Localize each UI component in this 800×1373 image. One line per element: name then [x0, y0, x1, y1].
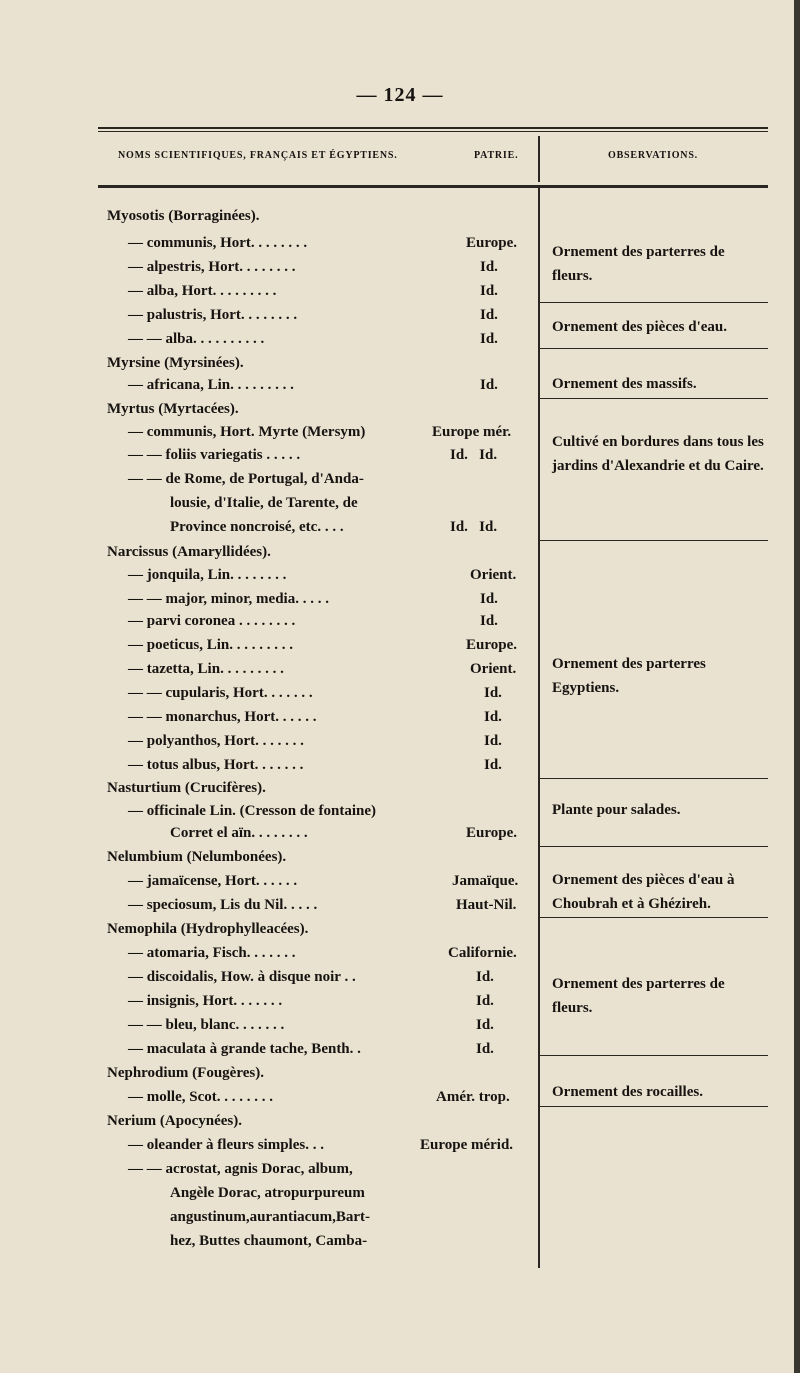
top-rule — [98, 127, 768, 129]
top-rule-thin — [98, 131, 768, 132]
entry-continuation: lousie, d'Italie, de Tarente, de — [170, 495, 358, 511]
entry-species: — tazetta, Lin. . . . . . . . . — [128, 661, 284, 677]
entry-continuation: angustinum,aurantiacum,Bart- — [170, 1209, 371, 1225]
observation-separator — [540, 917, 768, 918]
entry-species: — totus albus, Hort. . . . . . . — [128, 757, 304, 773]
entry-genus: Narcissus (Amaryllidées). — [107, 544, 271, 560]
entry-patrie: Id. — [476, 1041, 494, 1057]
entry-genus: Nasturtium (Crucifères). — [107, 780, 266, 796]
observation: Ornement des pièces d'eau à Choubrah et à Ghézireh. — [552, 872, 735, 912]
entry-patrie: Haut-Nil. — [456, 897, 517, 913]
observation-separator — [540, 398, 768, 399]
entry-patrie: Jamaïque. — [452, 873, 519, 889]
entry-species: — atomaria, Fisch. . . . . . . — [128, 945, 296, 961]
entry-species: — officinale Lin. (Cresson de fontaine) — [128, 803, 377, 819]
entry-patrie: Id. — [480, 283, 498, 299]
entry-patrie: Id. Id. — [450, 447, 498, 463]
entry-patrie: Id. — [480, 307, 498, 323]
entry-species: — parvi coronea . . . . . . . . — [128, 613, 296, 629]
observation: Ornement des parterres de fleurs. — [552, 244, 725, 284]
observation-separator — [540, 1055, 768, 1056]
entry-species: — — alba. . . . . . . . . . — [128, 331, 265, 347]
observation: Plante pour salades. — [552, 802, 681, 818]
entry-patrie: Europe. — [466, 235, 517, 251]
entry-patrie: Id. — [484, 709, 502, 725]
observation-separator — [540, 1106, 768, 1107]
entry-patrie: Id. — [480, 331, 498, 347]
observation: Ornement des massifs. — [552, 376, 697, 392]
header-names: NOMS SCIENTIFIQUES, FRANÇAIS ET ÉGYPTIENS. — [118, 150, 398, 161]
entry-patrie: Id. — [480, 613, 498, 629]
entry-species: — discoidalis, How. à disque noir . . — [128, 969, 356, 985]
page-number: — 124 — — [356, 84, 444, 106]
observation-separator — [540, 348, 768, 349]
page-edge — [794, 0, 800, 1373]
entry-patrie: Id. — [476, 993, 494, 1009]
observation-separator — [540, 778, 768, 779]
entry-genus: Myosotis (Borraginées). — [107, 208, 260, 224]
header-divider — [538, 136, 540, 182]
entry-continuation: Province noncroisé, etc. . . . — [170, 519, 344, 535]
entry-species: — — acrostat, agnis Dorac, album, — [128, 1161, 353, 1177]
observation-separator — [540, 846, 768, 847]
entry-patrie: Europe mérid. — [420, 1137, 514, 1153]
entry-species: — — major, minor, media. . . . . — [128, 591, 329, 607]
entry-continuation: Angèle Dorac, atropurpureum — [170, 1185, 365, 1201]
entry-species: — alpestris, Hort. . . . . . . . — [128, 259, 296, 275]
entry-species: — — de Rome, de Portugal, d'Anda- — [128, 471, 364, 487]
entry-patrie: Europe mér. — [432, 424, 512, 440]
entry-species: — — bleu, blanc. . . . . . . — [128, 1017, 285, 1033]
entry-species: — insignis, Hort. . . . . . . — [128, 993, 283, 1009]
entry-species: — molle, Scot. . . . . . . . — [128, 1089, 273, 1105]
entry-patrie: Id. — [480, 591, 498, 607]
entry-species: — poeticus, Lin. . . . . . . . . — [128, 637, 294, 653]
observation: Ornement des pièces d'eau. — [552, 319, 727, 335]
entry-species: — oleander à fleurs simples. . . — [128, 1137, 324, 1153]
entry-species: — alba, Hort. . . . . . . . . — [128, 283, 277, 299]
table-header — [98, 150, 768, 170]
entry-patrie: Id. — [476, 1017, 494, 1033]
entry-species: — polyanthos, Hort. . . . . . . — [128, 733, 304, 749]
entry-patrie: Orient. — [470, 661, 517, 677]
entry-genus: Myrsine (Myrsinées). — [107, 355, 244, 371]
entry-patrie: Europe. — [466, 637, 517, 653]
entry-patrie: Id. — [476, 969, 494, 985]
entry-species: — — foliis variegatis . . . . . — [128, 447, 301, 463]
entry-patrie: Id. — [480, 259, 498, 275]
entry-genus: Nelumbium (Nelumbonées). — [107, 849, 287, 865]
observation-separator — [540, 302, 768, 303]
entry-patrie: Amér. trop. — [436, 1089, 510, 1105]
entry-patrie: Id. — [480, 377, 498, 393]
observation-separator — [540, 540, 768, 541]
entry-patrie: Id. Id. — [450, 519, 498, 535]
entry-patrie: Id. — [484, 685, 502, 701]
entry-genus: Myrtus (Myrtacées). — [107, 401, 239, 417]
entry-genus: Nephrodium (Fougères). — [107, 1065, 264, 1081]
entry-patrie: Id. — [484, 733, 502, 749]
entry-patrie: Orient. — [470, 567, 517, 583]
entry-continuation: Corret el aïn. . . . . . . . — [170, 825, 308, 841]
entry-species: — jonquila, Lin. . . . . . . . — [128, 567, 287, 583]
entry-species: — speciosum, Lis du Nil. . . . . — [128, 897, 318, 913]
entry-species: — maculata à grande tache, Benth. . — [128, 1041, 361, 1057]
entry-continuation: hez, Buttes chaumont, Camba- — [170, 1233, 368, 1249]
entry-patrie: Id. — [484, 757, 502, 773]
entry-species: — palustris, Hort. . . . . . . . — [128, 307, 298, 323]
entry-species: — africana, Lin. . . . . . . . . — [128, 377, 294, 393]
entry-species: — jamaïcense, Hort. . . . . . — [128, 873, 298, 889]
entry-patrie: Europe. — [466, 825, 517, 841]
entry-species: — communis, Hort. . . . . . . . — [128, 235, 308, 251]
entry-species: — — monarchus, Hort. . . . . . — [128, 709, 317, 725]
entry-patrie: Californie. — [448, 945, 517, 961]
entry-species: — communis, Hort. Myrte (Mersym) — [128, 424, 366, 440]
observation: Ornement des parterres Egyptiens. — [552, 656, 706, 696]
entry-genus: Nerium (Apocynées). — [107, 1113, 242, 1129]
observation: Ornement des parterres de fleurs. — [552, 976, 725, 1016]
observation: Ornement des rocailles. — [552, 1084, 703, 1100]
observation: Cultivé en bordures dans tous les jardins d'Alexandrie et du Caire. — [552, 434, 764, 474]
header-rule — [98, 185, 768, 188]
header-observations: OBSERVATIONS. — [608, 150, 698, 161]
entry-species: — — cupularis, Hort. . . . . . . — [128, 685, 313, 701]
entry-genus: Nemophila (Hydrophylleacées). — [107, 921, 309, 937]
header-patrie: PATRIE. — [474, 150, 519, 161]
